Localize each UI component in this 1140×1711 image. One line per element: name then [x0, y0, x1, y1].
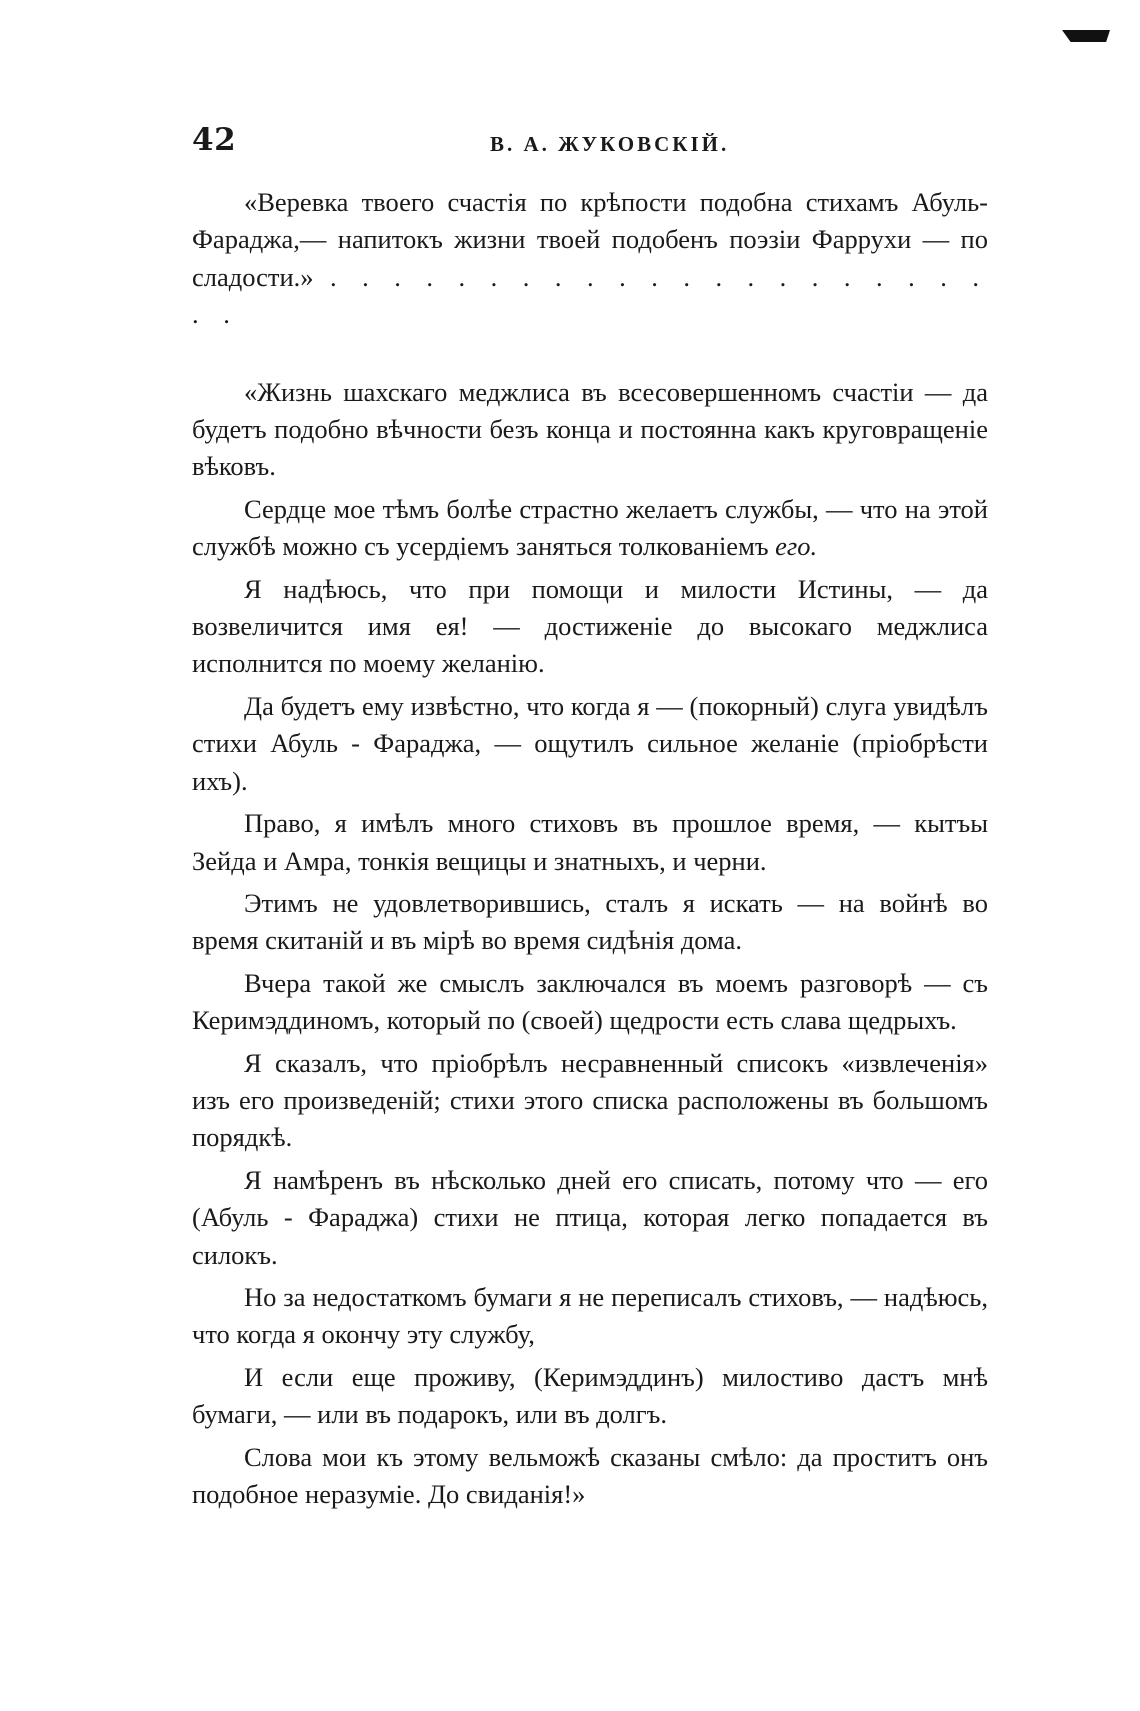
paragraph-text: Этимъ не удовлетворившись, сталъ я искать — на войнѣ во время скитаній и въ мірѣ во время сидѣнія дома.: [192, 887, 988, 956]
italic-word: его.: [775, 531, 818, 562]
paragraph-text: Я намѣренъ въ нѣсколько дней его списать, потому что — его (Абуль - Фараджа) стихи не птица, которая легко попадается въ силокъ.: [192, 1164, 988, 1270]
paragraph-text: Вчера такой же смыслъ заключался въ моемъ разговорѣ — съ Керимэддиномъ, который по (своей) щедрости есть слава щедрыхъ.: [192, 967, 988, 1036]
paragraph-5: [192, 688, 988, 800]
paragraph-text: Я надѣюсь, что при помощи и милости Истины, — да возвеличится имя ея! — достиженіе до высокаго меджлиса исполнится по моему желанію.: [192, 573, 988, 679]
paragraph-text: Слова мои къ этому вельможѣ сказаны смѣло: да проститъ онъ подобное неразуміе. До свиданія!»: [192, 1441, 988, 1509]
paragraph-11: [192, 1279, 988, 1354]
paragraph-text: «Жизнь шахскаго меджлиса въ всесовершенномъ счастіи — да будетъ подобно вѣчности безъ конца и постоянна какъ круговращеніе вѣковъ.: [192, 376, 988, 482]
paragraph-text: Сердце мое тѣмъ болѣе страстно желаетъ службы, — что на этой службѣ можно съ усердіемъ заняться толкованіемъ: [192, 493, 988, 562]
paragraph-8: [192, 965, 988, 1040]
scan-corner-mark: [1062, 30, 1110, 42]
page-number: 42: [192, 122, 237, 158]
body-text: [192, 184, 988, 1518]
paragraph-9: [192, 1045, 988, 1157]
paragraph-text: Но за недостаткомъ бумаги я не переписалъ стиховъ, — надѣюсь, что когда я окончу эту службу,: [192, 1281, 988, 1350]
paragraph-text: Я сказалъ, что пріобрѣлъ несравненный списокъ «извлеченія» изъ его произведеній; стихи этого списка расположены въ большомъ порядкѣ.: [192, 1047, 988, 1153]
paragraph-text: Право, я имѣлъ много стиховъ въ прошлое время, — кытъы Зейда и Амра, тонкія вещицы и знатныхъ, и черни.: [192, 808, 988, 876]
paragraph-text: «Веревка твоего счастія по крѣпости подобна стихамъ Абуль-Фараджа,— напитокъ жизни твоей подобенъ поэзіи Фаррухи — по сладости.»: [192, 187, 988, 292]
paragraph-1: [192, 184, 988, 334]
paragraph-10: [192, 1162, 988, 1274]
paragraph-text: Да будетъ ему извѣстно, что когда я — (покорный) слуга увидѣлъ стихи Абуль - Фараджа, — ощутилъ сильное желаніе (пріобрѣсти ихъ).: [192, 690, 988, 796]
paragraph-13: [192, 1439, 988, 1514]
running-title: В. А. ЖУКОВСКІЙ.: [490, 132, 730, 156]
paragraph-2: [192, 374, 988, 486]
paragraph-4: [192, 571, 988, 683]
ellipsis-dots: . . . . . . . . . . . . . . . . . . . . . . .: [192, 261, 988, 330]
paragraph-3: [192, 491, 988, 566]
paragraph-text: И если еще проживу, (Керимэддинъ) милостиво дастъ мнѣ бумаги, — или въ подарокъ, или въ долгъ.: [192, 1361, 988, 1430]
paragraph-7: [192, 885, 988, 960]
paragraph-6: [192, 805, 988, 880]
paragraph-12: [192, 1359, 988, 1434]
